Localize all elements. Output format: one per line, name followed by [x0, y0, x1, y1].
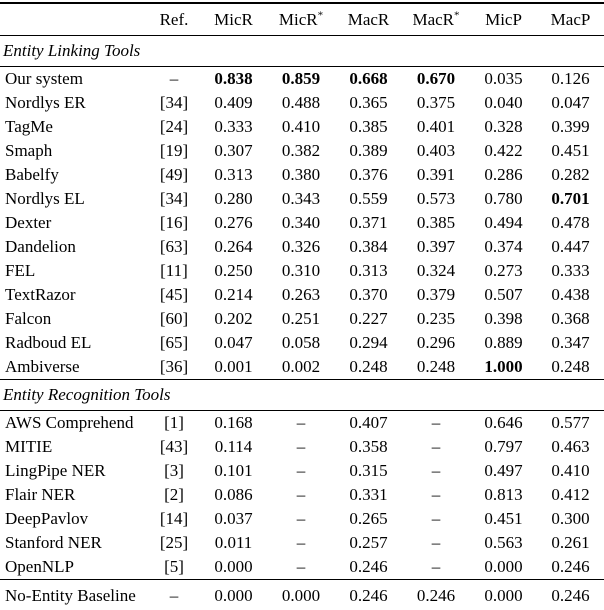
value-cell: 0.264: [214, 237, 253, 256]
value-cell: 0.114: [214, 437, 253, 456]
table-row: [0, 483, 604, 507]
ref-cell: [25]: [159, 533, 189, 552]
value-cell: 0.365: [349, 93, 388, 112]
value-cell: 0.001: [214, 357, 253, 376]
tool-name: TagMe: [5, 117, 53, 136]
value-cell: 0.668: [349, 69, 388, 88]
value-cell: 0.040: [484, 93, 523, 112]
table-row: [0, 307, 604, 331]
table-row: [0, 331, 604, 355]
ref-cell: [1]: [164, 413, 184, 432]
tool-name: LingPipe NER: [5, 461, 106, 480]
value-cell: –: [296, 557, 306, 576]
tool-name: Babelfy: [5, 165, 59, 184]
value-cell: 0.011: [214, 533, 253, 552]
section-title-row: [0, 36, 604, 67]
value-cell: 0.294: [349, 333, 388, 352]
value-cell: 0.315: [349, 461, 388, 480]
ref-cell: [65]: [159, 333, 189, 352]
table-row: [0, 115, 604, 139]
tool-name: Radboud EL: [5, 333, 92, 352]
ref-cell: [36]: [159, 357, 189, 376]
value-cell: –: [296, 509, 306, 528]
value-cell: 0.261: [551, 533, 590, 552]
value-cell: 0.313: [349, 261, 388, 280]
header-micr: [200, 3, 267, 36]
value-cell: 0.447: [551, 237, 590, 256]
value-cell: 0.248: [551, 357, 590, 376]
table-row: [0, 283, 604, 307]
value-cell: 0.276: [214, 213, 253, 232]
value-cell: 0.670: [416, 69, 456, 88]
tool-name: DeepPavlov: [5, 509, 89, 528]
value-cell: 0.101: [214, 461, 253, 480]
value-cell: –: [431, 437, 441, 456]
value-cell: 0.058: [281, 333, 321, 352]
header-label: MacP: [550, 10, 591, 29]
value-cell: 0.227: [349, 309, 388, 328]
value-cell: 0.380: [281, 165, 321, 184]
value-cell: 0.333: [214, 117, 253, 136]
tool-name: No-Entity Baseline: [0, 580, 148, 610]
ref-cell: [16]: [159, 213, 189, 232]
value-cell: 0.358: [349, 437, 388, 456]
table-row: [0, 259, 604, 283]
table-row: [0, 91, 604, 115]
value-cell: –: [296, 485, 306, 504]
value-cell: 0.412: [551, 485, 590, 504]
value-cell: 0.563: [484, 533, 523, 552]
value-cell: 0.368: [551, 309, 590, 328]
value-cell: 0.202: [214, 309, 253, 328]
tool-name: Flair NER: [5, 485, 76, 504]
value-cell: 0.000: [267, 580, 335, 610]
value-cell: 0.265: [349, 509, 388, 528]
value-cell: 0.000: [484, 557, 523, 576]
header-superscript: *: [454, 9, 460, 22]
ref-cell: [14]: [159, 509, 189, 528]
tool-name: Smaph: [5, 141, 53, 160]
results-table: [0, 2, 604, 610]
value-cell: 0.559: [349, 189, 388, 208]
value-cell: 0.047: [551, 93, 590, 112]
tool-name: FEL: [5, 261, 36, 280]
value-cell: 0.573: [416, 189, 456, 208]
header-label: MicR: [278, 10, 318, 29]
value-cell: 0.248: [416, 357, 456, 376]
value-cell: 0.263: [281, 285, 321, 304]
value-cell: 0.246: [349, 557, 388, 576]
value-cell: 0.340: [281, 213, 321, 232]
value-cell: 0.379: [416, 285, 456, 304]
value-cell: –: [296, 413, 306, 432]
ref-cell: [5]: [164, 557, 184, 576]
ref-cell: [24]: [159, 117, 189, 136]
value-cell: 0.307: [214, 141, 253, 160]
header-label: MacR: [347, 10, 390, 29]
ref-cell: [2]: [164, 485, 184, 504]
value-cell: 0.797: [484, 437, 523, 456]
value-cell: 0.168: [214, 413, 253, 432]
table-row: [0, 235, 604, 259]
value-cell: 0.374: [484, 237, 523, 256]
table-row: [0, 355, 604, 380]
table-row: [0, 555, 604, 580]
header-ref: [148, 3, 200, 36]
value-cell: 0.282: [551, 165, 590, 184]
value-cell: 0.370: [349, 285, 388, 304]
tool-name: Falcon: [5, 309, 52, 328]
value-cell: 0.037: [214, 509, 253, 528]
value-cell: –: [431, 533, 441, 552]
tool-name: AWS Comprehend: [5, 413, 134, 432]
value-cell: 0.002: [281, 357, 321, 376]
value-cell: 0.889: [484, 333, 523, 352]
header-micr-star: [267, 3, 335, 36]
value-cell: 0.035: [484, 69, 523, 88]
table-row: [0, 435, 604, 459]
value-cell: 0.646: [484, 413, 523, 432]
value-cell: 0.384: [349, 237, 388, 256]
value-cell: 0.376: [349, 165, 388, 184]
value-cell: 0.409: [214, 93, 253, 112]
tool-name: TextRazor: [5, 285, 76, 304]
header-label: MacR: [412, 10, 455, 29]
header-label: Ref.: [159, 10, 189, 29]
section-title: Entity Recognition Tools: [0, 380, 604, 411]
value-cell: 0.701: [551, 189, 590, 208]
value-cell: 0.385: [416, 213, 456, 232]
header-macr: [335, 3, 402, 36]
value-cell: 0.286: [484, 165, 523, 184]
ref-cell: [45]: [159, 285, 189, 304]
table-row: [0, 211, 604, 235]
value-cell: 0.397: [416, 237, 456, 256]
table-row: [0, 67, 604, 92]
value-cell: 0.343: [281, 189, 321, 208]
value-cell: 0.246: [335, 580, 402, 610]
value-cell: 0.246: [402, 580, 470, 610]
value-cell: 0.371: [349, 213, 388, 232]
header-macr-star: [402, 3, 470, 36]
header-tool-column: [0, 3, 148, 36]
value-cell: –: [431, 485, 441, 504]
value-cell: –: [296, 461, 306, 480]
value-cell: 0.401: [416, 117, 456, 136]
ref-cell: –: [148, 580, 200, 610]
value-cell: –: [431, 557, 441, 576]
value-cell: 0.385: [349, 117, 388, 136]
ref-cell: [34]: [159, 189, 189, 208]
value-cell: 0.047: [214, 333, 253, 352]
value-cell: 0.407: [349, 413, 388, 432]
value-cell: 0.126: [551, 69, 590, 88]
value-cell: 0.813: [484, 485, 523, 504]
value-cell: 0.838: [214, 69, 253, 88]
value-cell: 0.300: [551, 509, 590, 528]
table-section: [0, 36, 604, 380]
value-cell: 0.251: [281, 309, 321, 328]
value-cell: 0.463: [551, 437, 590, 456]
value-cell: 0.403: [416, 141, 456, 160]
ref-cell: [19]: [159, 141, 189, 160]
tool-name: Nordlys ER: [5, 93, 86, 112]
value-cell: 0.497: [484, 461, 523, 480]
value-cell: 0.859: [281, 69, 321, 88]
value-cell: 0.331: [349, 485, 388, 504]
ref-cell: [3]: [164, 461, 184, 480]
section-title: Entity Linking Tools: [0, 36, 604, 67]
tool-name: Nordlys EL: [5, 189, 85, 208]
value-cell: 0.313: [214, 165, 253, 184]
value-cell: 0.438: [551, 285, 590, 304]
value-cell: 0.507: [484, 285, 523, 304]
value-cell: 0.410: [281, 117, 321, 136]
ref-cell: [63]: [159, 237, 189, 256]
value-cell: 0.273: [484, 261, 523, 280]
table-row: [0, 507, 604, 531]
value-cell: 0.398: [484, 309, 523, 328]
table-row: [0, 459, 604, 483]
table-header: [0, 3, 604, 36]
ref-cell: [60]: [159, 309, 189, 328]
value-cell: 0.494: [484, 213, 523, 232]
value-cell: 0.246: [551, 557, 590, 576]
value-cell: 0.333: [551, 261, 590, 280]
value-cell: 0.246: [537, 580, 604, 610]
value-cell: 0.577: [551, 413, 590, 432]
value-cell: –: [296, 533, 306, 552]
value-cell: 0.478: [551, 213, 590, 232]
value-cell: 0.326: [281, 237, 321, 256]
value-cell: –: [431, 509, 441, 528]
table-row: [0, 139, 604, 163]
value-cell: 0.310: [281, 261, 321, 280]
value-cell: 0.000: [200, 580, 267, 610]
header-micp: [470, 3, 537, 36]
value-cell: 0.410: [551, 461, 590, 480]
value-cell: 0.248: [349, 357, 388, 376]
value-cell: 0.375: [416, 93, 456, 112]
value-cell: 0.235: [416, 309, 456, 328]
tool-name: Dandelion: [5, 237, 76, 256]
value-cell: 0.257: [349, 533, 388, 552]
ref-cell: [11]: [160, 261, 188, 280]
value-cell: 0.488: [281, 93, 321, 112]
table-row: [0, 187, 604, 211]
value-cell: 0.086: [214, 485, 253, 504]
value-cell: 0.296: [416, 333, 456, 352]
table-row: [0, 163, 604, 187]
value-cell: –: [431, 461, 441, 480]
value-cell: 0.214: [214, 285, 253, 304]
value-cell: 0.000: [214, 557, 253, 576]
value-cell: 0.000: [470, 580, 537, 610]
tool-name: Dexter: [5, 213, 52, 232]
ref-cell: [34]: [159, 93, 189, 112]
value-cell: 0.328: [484, 117, 523, 136]
table-row: [0, 580, 604, 610]
value-cell: –: [296, 437, 306, 456]
value-cell: 0.451: [484, 509, 523, 528]
header-row: [0, 3, 604, 36]
header-label: MicP: [485, 10, 522, 29]
tool-name: Stanford NER: [5, 533, 102, 552]
header-superscript: *: [317, 9, 324, 22]
value-cell: 0.250: [214, 261, 253, 280]
header-macp: [537, 3, 604, 36]
tool-name: OpenNLP: [5, 557, 74, 576]
tool-name: MITIE: [5, 437, 53, 456]
section-title-row: [0, 380, 604, 411]
value-cell: 0.280: [214, 189, 253, 208]
value-cell: 0.780: [484, 189, 523, 208]
value-cell: 0.382: [281, 141, 321, 160]
table-section: [0, 380, 604, 580]
ref-cell: –: [169, 69, 179, 88]
tool-name: Our system: [5, 69, 83, 88]
table-row: [0, 411, 604, 436]
tool-name: Ambiverse: [5, 357, 80, 376]
baseline-section: [0, 580, 604, 610]
value-cell: 1.000: [484, 357, 523, 376]
value-cell: 0.391: [416, 165, 456, 184]
value-cell: 0.389: [349, 141, 388, 160]
table-row: [0, 531, 604, 555]
ref-cell: [49]: [159, 165, 189, 184]
ref-cell: [43]: [159, 437, 189, 456]
header-label: MicR: [214, 10, 253, 29]
value-cell: –: [431, 413, 441, 432]
value-cell: 0.347: [551, 333, 590, 352]
value-cell: 0.451: [551, 141, 590, 160]
value-cell: 0.399: [551, 117, 590, 136]
value-cell: 0.422: [484, 141, 523, 160]
value-cell: 0.324: [416, 261, 456, 280]
